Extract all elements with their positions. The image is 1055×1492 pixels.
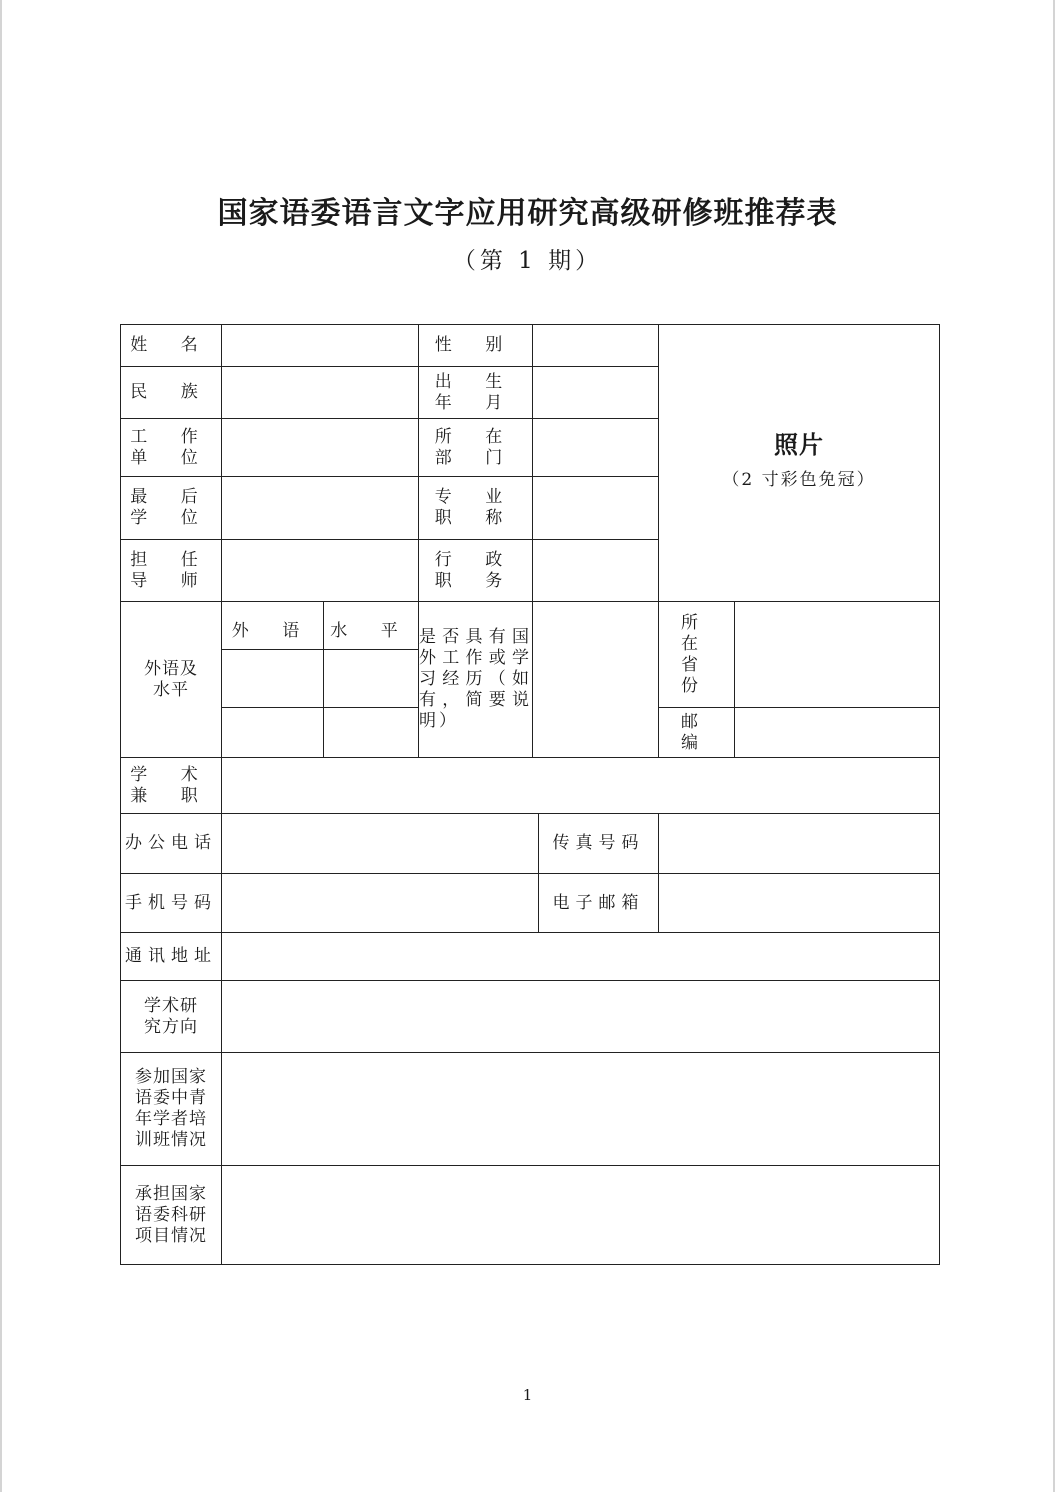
address-label: 通讯地址 xyxy=(121,933,222,981)
page-number: 1 xyxy=(522,1386,533,1404)
page-title: 国家语委语言文字应用研究高级研修班推荐表 xyxy=(217,196,838,231)
research-direction-field[interactable] xyxy=(222,981,940,1053)
level-field-1[interactable] xyxy=(324,650,419,708)
birth-date-label: 出 生 年 月 xyxy=(419,367,533,419)
photo-note: （2 寸彩色免冠） xyxy=(722,470,876,490)
research-direction-label: 学术研 究方向 xyxy=(121,981,222,1053)
department-field[interactable] xyxy=(533,419,659,477)
mobile-field[interactable] xyxy=(222,874,539,933)
birth-date-field[interactable] xyxy=(533,367,659,419)
email-label: 电子邮箱 xyxy=(539,874,659,933)
photo-box[interactable] xyxy=(659,325,940,602)
level-header: 水 平 xyxy=(324,602,419,650)
language-level-label: 外语及 水平 xyxy=(121,602,222,758)
ethnicity-label: 民 族 xyxy=(121,367,222,419)
professional-title-field[interactable] xyxy=(533,477,659,540)
supervisor-field[interactable] xyxy=(222,540,419,602)
abroad-experience-field[interactable] xyxy=(533,602,659,758)
research-projects-field[interactable] xyxy=(222,1166,940,1265)
office-phone-label: 办公电话 xyxy=(121,814,222,874)
degree-field[interactable] xyxy=(222,477,419,540)
postcode-field[interactable] xyxy=(735,708,940,758)
address-field[interactable] xyxy=(222,933,940,981)
province-field[interactable] xyxy=(735,602,940,708)
academic-post-field[interactable] xyxy=(222,758,940,814)
work-unit-field[interactable] xyxy=(222,419,419,477)
mobile-label: 手机号码 xyxy=(121,874,222,933)
department-label: 所 在 部 门 xyxy=(419,419,533,477)
training-participation-label: 参加国家 语委中青 年学者培 训班情况 xyxy=(121,1053,222,1166)
page-subtitle: （第 1 期） xyxy=(452,248,603,274)
gender-label: 性 别 xyxy=(419,325,533,367)
supervisor-label: 担 任 导 师 xyxy=(121,540,222,602)
academic-post-label: 学 术 兼 职 xyxy=(121,758,222,814)
research-projects-label: 承担国家 语委科研 项目情况 xyxy=(121,1166,222,1265)
gender-field[interactable] xyxy=(533,325,659,367)
training-participation-field[interactable] xyxy=(222,1053,940,1166)
professional-title-label: 专 业 职 称 xyxy=(419,477,533,540)
recommendation-form-table xyxy=(120,324,940,1265)
degree-label: 最 后 学 位 xyxy=(121,477,222,540)
postcode-label: 邮 编 xyxy=(659,708,735,758)
email-field[interactable] xyxy=(659,874,940,933)
admin-position-field[interactable] xyxy=(533,540,659,602)
photo-title: 照片 xyxy=(774,431,824,459)
work-unit-label: 工 作 单 位 xyxy=(121,419,222,477)
abroad-experience-label: 是否具有国外工作或学习经历（如有，简要说明） xyxy=(419,602,533,758)
office-phone-field[interactable] xyxy=(222,814,539,874)
foreign-language-field-2[interactable] xyxy=(222,708,324,758)
admin-position-label: 行 政 职 务 xyxy=(419,540,533,602)
name-label: 姓 名 xyxy=(121,325,222,367)
foreign-language-field-1[interactable] xyxy=(222,650,324,708)
level-field-2[interactable] xyxy=(324,708,419,758)
ethnicity-field[interactable] xyxy=(222,367,419,419)
name-field[interactable] xyxy=(222,325,419,367)
fax-label: 传真号码 xyxy=(539,814,659,874)
foreign-language-header: 外 语 xyxy=(222,602,324,650)
fax-field[interactable] xyxy=(659,814,940,874)
province-label: 所 在 省 份 xyxy=(659,602,735,708)
